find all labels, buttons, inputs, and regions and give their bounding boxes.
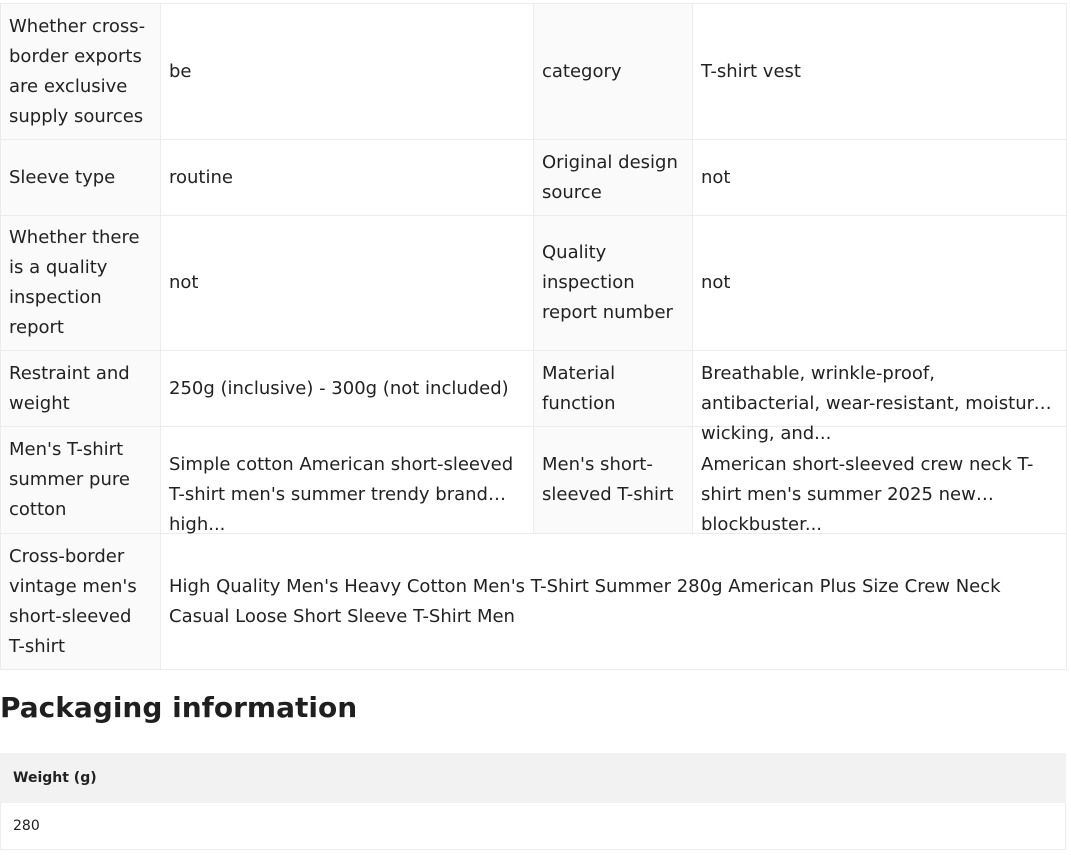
attribute-value-cell [161,427,534,534]
attribute-value-cell [693,351,1067,444]
attribute-value: American short-sleeved crew neck T-shirt men's summer 2025 new blockbuster... [701,454,1034,535]
attribute-key: Restraint and weight [1,351,161,427]
weight-value: 280 [1,803,1066,850]
attribute-key: Quality inspection report number [534,216,693,351]
packaging-section-title: Packaging information [0,691,358,724]
attribute-key: Sleeve type [1,140,161,216]
attribute-key: Material function [534,351,693,427]
attribute-value: not [161,216,534,351]
attributes-table [0,3,1067,670]
table-row [1,4,1067,140]
table-header-row [1,754,1066,803]
table-row [1,534,1067,670]
packaging-table [0,753,1066,850]
attribute-value: Breathable, wrinkle-proof, antibacterial, wear-resistant, moisture-wicking, and... [701,362,1052,444]
attribute-value: be [161,4,534,140]
attribute-value: Simple cotton American short-sleeved T-shirt men's summer trendy brand high... [169,454,514,535]
attribute-key: Men's T-shirt summer pure cotton [1,427,161,534]
attribute-key: category [534,4,693,140]
table-row [1,803,1066,850]
attribute-value: not [693,140,1067,216]
table-row [1,351,1067,427]
column-header-weight: Weight (g) [1,754,1066,803]
table-row [1,140,1067,216]
attribute-value: T-shirt vest [693,4,1067,140]
table-row [1,216,1067,351]
attribute-key: Original design source [534,140,693,216]
table-row [1,427,1067,534]
attribute-key: Whether cross-border exports are exclusive supply sources [1,4,161,140]
attribute-value: not [693,216,1067,351]
attribute-value: 250g (inclusive) - 300g (not included) [161,351,534,427]
attribute-value: routine [161,140,534,216]
attribute-key: Cross-border vintage men's short-sleeved T-shirt [1,534,161,670]
attribute-value: High Quality Men's Heavy Cotton Men's T-Shirt Summer 280g American Plus Size Crew Neck Casual Loose Short Sleeve T-Shirt Men [161,534,1067,670]
attribute-key: Whether there is a quality inspection report [1,216,161,351]
attribute-key: Men's short-sleeved T-shirt [534,427,693,534]
